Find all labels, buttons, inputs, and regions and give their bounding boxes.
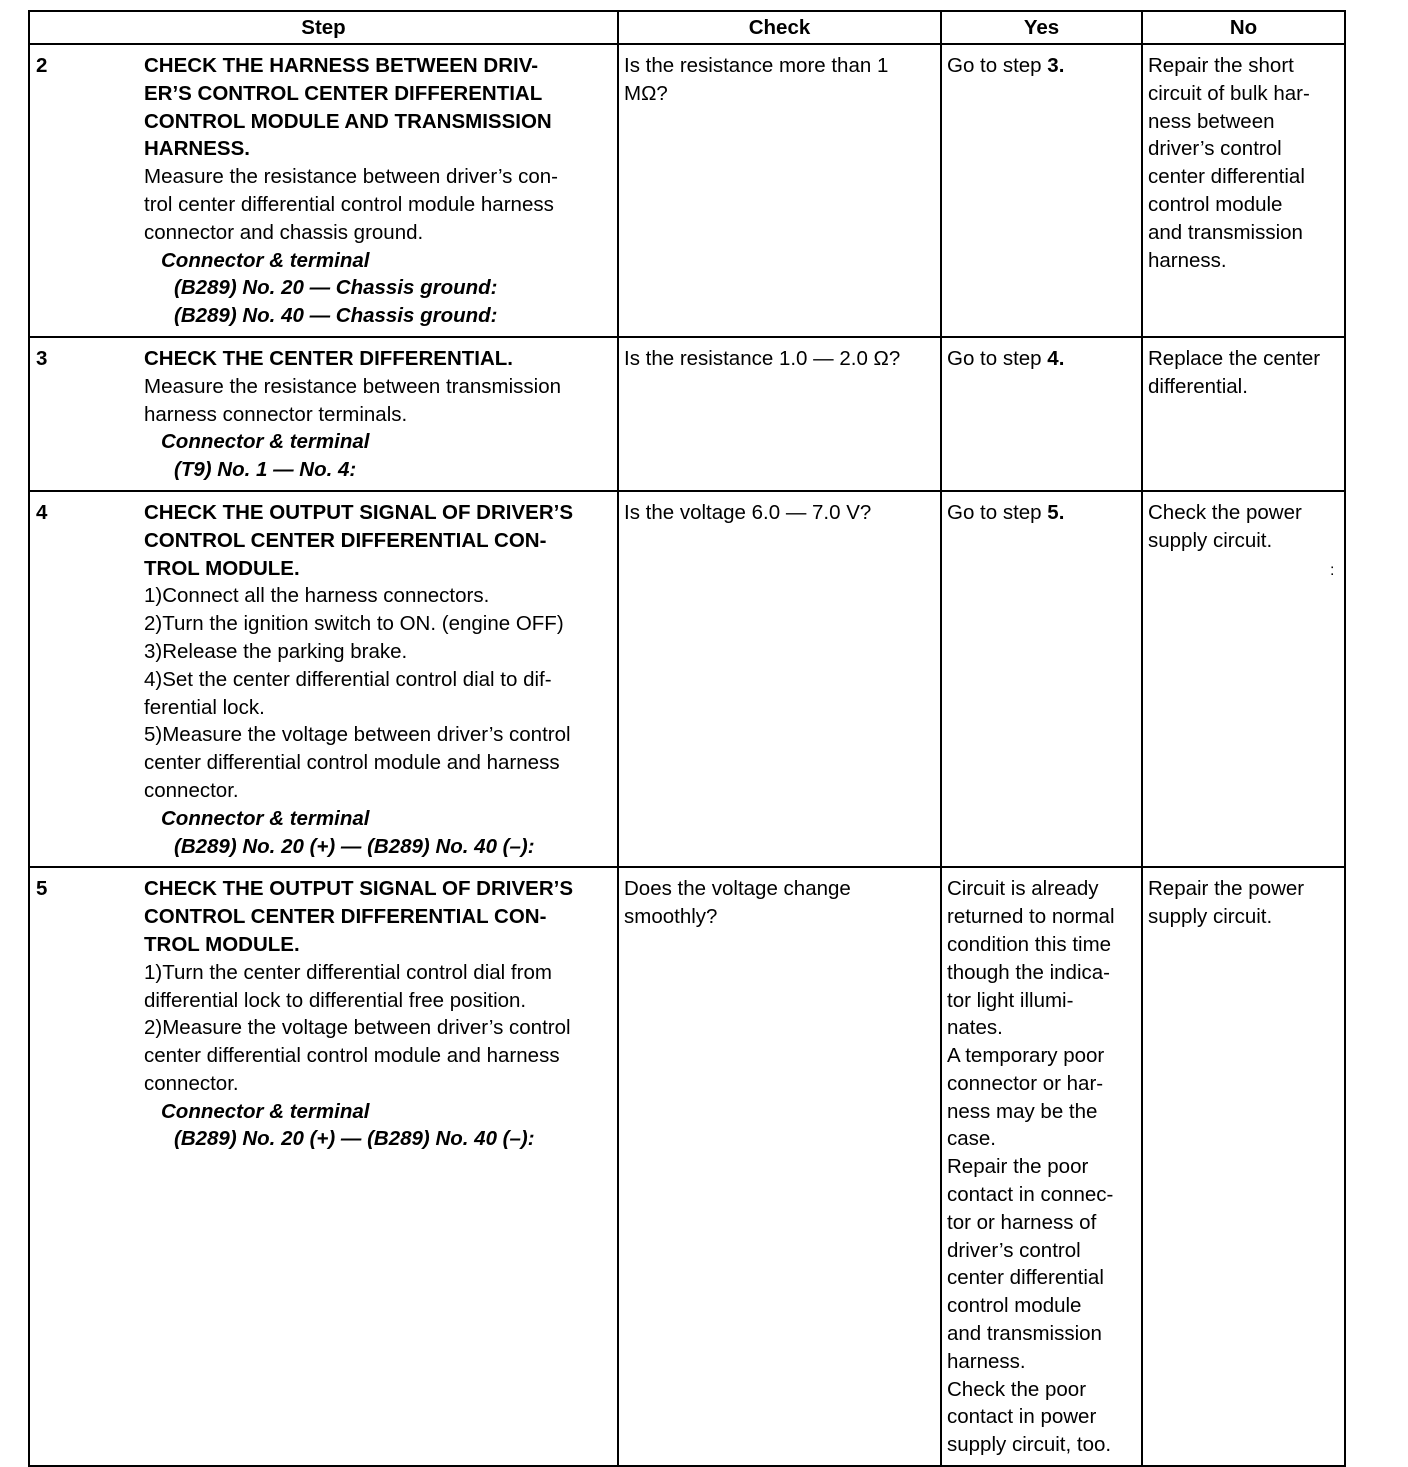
yes-action-line: supply circuit, too.	[947, 1433, 1112, 1457]
yes-action-line: Repair the poor	[947, 1155, 1089, 1179]
step-title-line: CONTROL CENTER DIFFERENTIAL CON-	[144, 528, 547, 552]
terminal-spec: (B289) No. 20 — Chassis ground:	[174, 276, 498, 300]
step-title-line: HARNESS.	[144, 137, 250, 161]
step-instruction-line: 1)Connect all the harness connectors.	[144, 584, 490, 608]
goto-step-number: 3.	[1047, 54, 1065, 77]
step-content	[36, 499, 609, 860]
step-number: 3	[36, 346, 48, 370]
step-instruction-line: trol center differential control module harness	[144, 192, 554, 216]
yes-action-line: contact in power	[947, 1405, 1097, 1429]
step-instruction-line: harness connector terminals.	[144, 402, 408, 426]
step-title-line: TROL MODULE.	[144, 932, 300, 956]
no-action-line: control module	[1148, 192, 1283, 216]
step-content	[36, 52, 609, 330]
check-cell	[618, 44, 941, 337]
no-action-line: Replace the center	[1148, 346, 1321, 370]
yes-cell	[941, 337, 1142, 491]
yes-action-line: contact in connec-	[947, 1183, 1114, 1207]
terminal-spec: (B289) No. 20 (+) — (B289) No. 40 (–):	[174, 1127, 535, 1151]
yes-action-line: harness.	[947, 1349, 1026, 1373]
step-instruction-line: 1)Turn the center differential control dial from	[144, 960, 552, 984]
check-question-line: Is the resistance 1.0 — 2.0 Ω?	[624, 346, 901, 370]
check-cell	[618, 867, 941, 1466]
no-action-line: supply circuit.	[1148, 528, 1273, 552]
goto-prefix: Go to step	[947, 54, 1042, 77]
step-instruction-line: connector.	[144, 1071, 239, 1095]
no-cell	[1142, 491, 1345, 867]
yes-action-line: and transmission	[947, 1322, 1102, 1346]
no-action-line: differential.	[1148, 374, 1248, 398]
no-cell	[1142, 867, 1345, 1466]
no-action-line: Repair the short	[1148, 54, 1294, 77]
step-number: 2	[36, 54, 48, 77]
no-action-line: Check the power	[1148, 500, 1302, 524]
yes-action-line: A temporary poor	[947, 1044, 1105, 1068]
step-cell	[29, 44, 618, 337]
step-body	[144, 499, 609, 860]
step-instruction-line: 2)Measure the voltage between driver’s control	[144, 1016, 571, 1040]
no-action-line: center differential	[1148, 165, 1305, 189]
header-row	[29, 11, 1345, 44]
no-action-line: and transmission	[1148, 220, 1303, 244]
step-title-line: TROL MODULE.	[144, 556, 300, 580]
step-body	[144, 52, 609, 330]
yes-goto-step	[947, 345, 1137, 373]
step-content	[36, 345, 609, 484]
step-instruction-line: 2)Turn the ignition switch to ON. (engine OFF)	[144, 612, 564, 636]
terminal-spec: (B289) No. 20 (+) — (B289) No. 40 (–):	[174, 834, 535, 858]
diagnostic-table-sheet	[28, 10, 1346, 1467]
step-body	[144, 345, 609, 484]
step-title-line: CHECK THE CENTER DIFFERENTIAL.	[144, 346, 513, 370]
yes-action-line: Check the poor	[947, 1377, 1087, 1401]
goto-prefix: Go to step	[947, 346, 1042, 370]
check-question-line: MΩ?	[624, 81, 668, 105]
yes-action-line: ness may be the	[947, 1099, 1098, 1123]
no-cell	[1142, 337, 1345, 491]
no-action-line: ness between	[1148, 109, 1275, 133]
step-instruction-line: center differential control module and harness	[144, 1044, 560, 1068]
step-instruction-line: center differential control module and harness	[144, 751, 560, 775]
step-title-line: CONTROL CENTER DIFFERENTIAL CON-	[144, 905, 547, 929]
yes-cell	[941, 491, 1142, 867]
goto-prefix: Go to step	[947, 500, 1042, 524]
no-action-line: circuit of bulk har-	[1148, 81, 1310, 105]
step-instruction-line: 3)Release the parking brake.	[144, 639, 408, 663]
header-yes: Yes	[941, 11, 1142, 44]
yes-cell	[941, 44, 1142, 337]
yes-goto-step	[947, 52, 1137, 80]
connector-terminal-label: Connector & terminal	[161, 248, 370, 272]
step-instruction-line: 4)Set the center differential control dial to dif-	[144, 667, 552, 691]
step-instruction-line: differential lock to differential free position.	[144, 988, 527, 1012]
check-cell	[618, 337, 941, 491]
step-title-line: CHECK THE HARNESS BETWEEN DRIV-	[144, 54, 539, 77]
terminal-spec: (B289) No. 40 — Chassis ground:	[174, 304, 498, 328]
check-question-line: smoothly?	[624, 905, 718, 929]
step-instruction-line: 5)Measure the voltage between driver’s control	[144, 723, 571, 747]
yes-action-line: center differential	[947, 1266, 1104, 1290]
no-action-line: harness.	[1148, 248, 1227, 272]
yes-action-line: condition this time	[947, 932, 1112, 956]
step-title-line: CHECK THE OUTPUT SIGNAL OF DRIVER’S	[144, 877, 574, 901]
terminal-spec: (T9) No. 1 — No. 4:	[174, 458, 357, 482]
connector-terminal-label: Connector & terminal	[161, 430, 370, 454]
diagnostic-table	[28, 10, 1346, 1467]
table-row	[29, 867, 1345, 1466]
yes-action-line: control module	[947, 1294, 1082, 1318]
step-body	[144, 875, 609, 1153]
step-instruction-line: Measure the resistance between transmission	[144, 374, 562, 398]
no-action-line: supply circuit.	[1148, 905, 1273, 929]
header-no: No	[1142, 11, 1345, 44]
yes-action-line: Circuit is already	[947, 877, 1099, 901]
stray-mark: :	[1330, 562, 1335, 579]
check-question-line: Does the voltage change	[624, 877, 851, 901]
yes-action-line: tor light illumi-	[947, 988, 1074, 1012]
header-step: Step	[29, 11, 618, 44]
step-instruction-line: connector.	[144, 778, 239, 802]
step-content	[36, 875, 609, 1153]
step-instruction-line: Measure the resistance between driver’s con-	[144, 165, 559, 189]
yes-action-line: driver’s control	[947, 1238, 1081, 1262]
yes-action-line: connector or har-	[947, 1071, 1104, 1095]
table-row	[29, 337, 1345, 491]
table-row	[29, 491, 1345, 867]
check-question-line: Is the resistance more than 1	[624, 54, 889, 77]
no-cell	[1142, 44, 1345, 337]
goto-step-number: 5.	[1047, 500, 1065, 524]
header-check: Check	[618, 11, 941, 44]
yes-action-line: returned to normal	[947, 905, 1115, 929]
step-title-line: ER’S CONTROL CENTER DIFFERENTIAL	[144, 81, 543, 105]
step-number: 5	[36, 877, 48, 901]
goto-step-number: 4.	[1047, 346, 1065, 370]
yes-action-line: tor or harness of	[947, 1210, 1097, 1234]
connector-terminal-label: Connector & terminal	[161, 806, 370, 830]
table-row	[29, 44, 1345, 337]
yes-goto-step	[947, 499, 1137, 527]
step-title-line: CONTROL MODULE AND TRANSMISSION	[144, 109, 552, 133]
step-instruction-line: connector and chassis ground.	[144, 220, 424, 244]
yes-action-line: nates.	[947, 1016, 1003, 1040]
yes-action-line: case.	[947, 1127, 996, 1151]
check-question-line: Is the voltage 6.0 — 7.0 V?	[624, 500, 872, 524]
yes-action-line: though the indica-	[947, 960, 1110, 984]
step-number: 4	[36, 500, 48, 524]
step-cell	[29, 867, 618, 1466]
step-instruction-line: ferential lock.	[144, 695, 265, 719]
connector-terminal-label: Connector & terminal	[161, 1099, 370, 1123]
no-action-line: Repair the power	[1148, 877, 1305, 901]
check-cell	[618, 491, 941, 867]
step-cell	[29, 337, 618, 491]
no-action-line: driver’s control	[1148, 137, 1282, 161]
step-title-line: CHECK THE OUTPUT SIGNAL OF DRIVER’S	[144, 500, 574, 524]
yes-cell	[941, 867, 1142, 1466]
step-cell	[29, 491, 618, 867]
